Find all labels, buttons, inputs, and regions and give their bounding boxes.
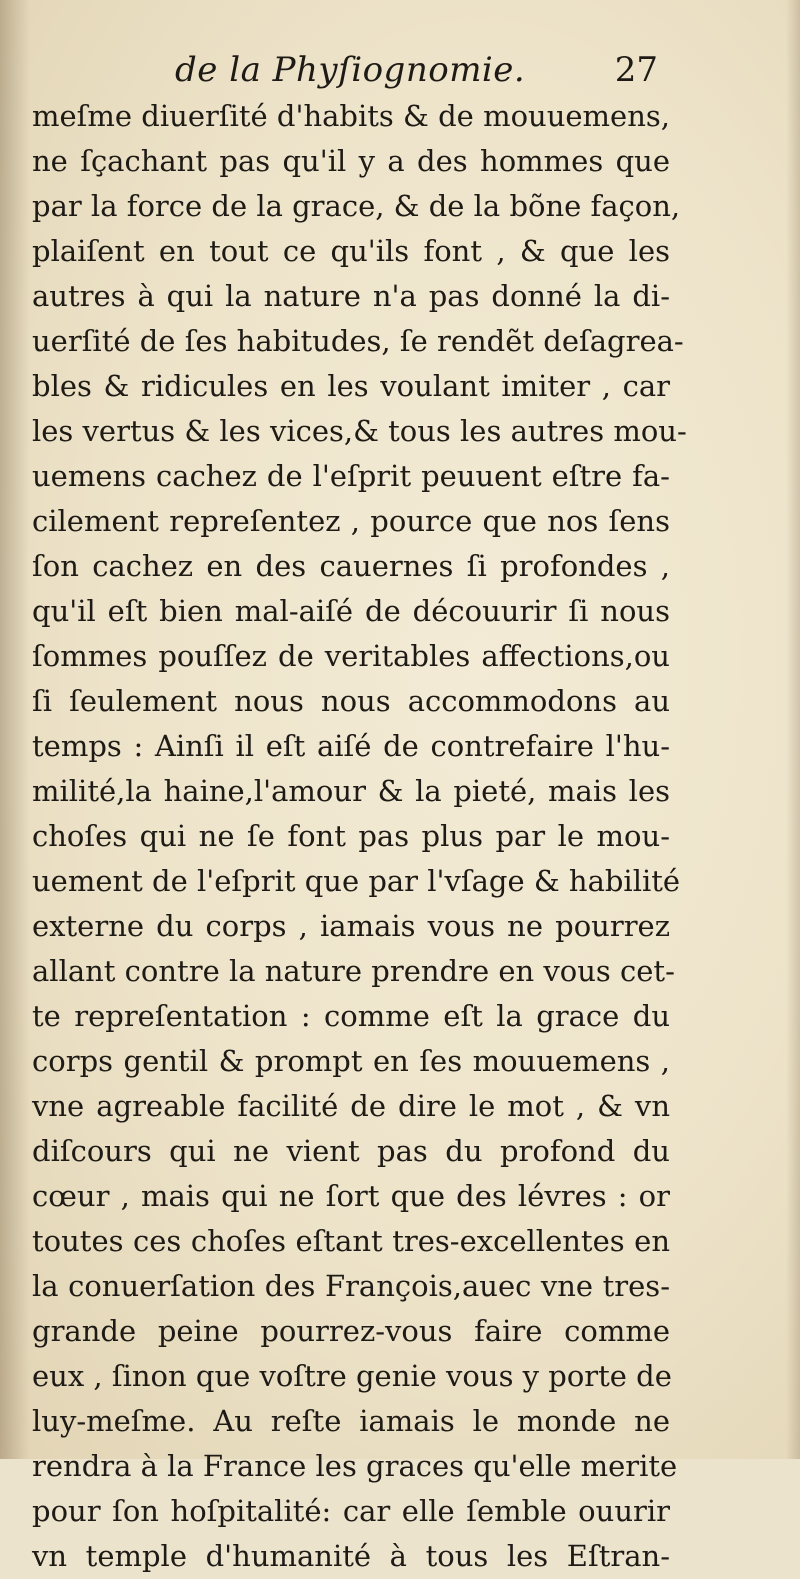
running-head: de la Phyſiognomie. <box>175 50 526 90</box>
text-line: grande peine pourrez-vous faire comme <box>32 1314 670 1348</box>
text-line: rendra à la France les graces qu'elle merite <box>32 1449 678 1483</box>
text-line: qu'il eſt bien mal-aiſé de découurir ſi nous <box>32 594 670 628</box>
text-line: par la force de la grace, & de la bõne façon, <box>32 189 681 223</box>
text-line: la conuerſation des François,auec vne tres- <box>32 1269 670 1303</box>
page-header <box>40 46 658 94</box>
text-line: autres à qui la nature n'a pas donné la di- <box>32 279 670 313</box>
text-line: pour ſon hoſpitalité: car elle ſemble ouurir <box>32 1494 670 1528</box>
text-line: choſes qui ne ſe font pas plus par le mou- <box>32 819 670 853</box>
text-line: les vertus & les vices,& tous les autres mou- <box>32 414 687 448</box>
text-line: diſcours qui ne vient pas du profond du <box>32 1134 670 1168</box>
text-line: ne ſçachant pas qu'il y a des hommes que <box>32 144 670 178</box>
text-line: ſon cachez en des cauernes ſi profondes , <box>32 549 670 583</box>
text-line: ſommes pouſſez de veritables affections,ou <box>32 639 670 673</box>
text-line: te repreſentation : comme eſt la grace du <box>32 999 670 1033</box>
text-line: uerſité de ſes habitudes, ſe rendẽt deſagrea- <box>32 324 684 358</box>
text-line: uemens cachez de l'eſprit peuuent eſtre fa- <box>32 459 670 493</box>
text-line: allant contre la nature prendre en vous cet- <box>32 954 675 988</box>
page-edge-shadow <box>786 0 800 1459</box>
text-line: milité,la haine,l'amour & la pieté, mais les <box>32 774 670 808</box>
text-line: externe du corps , iamais vous ne pourrez <box>32 909 670 943</box>
text-line: temps : Ainſi il eſt aiſé de contrefaire l'hu- <box>32 729 670 763</box>
text-line: vn temple d'humanité à tous les Eſtran- <box>32 1539 670 1573</box>
gutter-shadow <box>0 0 30 1459</box>
page-number: 27 <box>614 50 658 90</box>
text-line: toutes ces choſes eſtant tres-excellentes en <box>32 1224 670 1258</box>
text-line: vne agreable facilité de dire le mot , & vn <box>32 1089 670 1123</box>
text-line: uement de l'eſprit que par l'vſage & habilité <box>32 864 681 898</box>
text-line: plaiſent en tout ce qu'ils font , & que les <box>32 234 670 268</box>
text-line: cœur , mais qui ne ſort que des lévres : or <box>32 1179 670 1213</box>
text-line: corps gentil & prompt en ſes mouuemens , <box>32 1044 670 1078</box>
text-line: luy-meſme. Au reſte iamais le monde ne <box>32 1404 670 1438</box>
text-line: cilement repreſentez , pource que nos ſens <box>32 504 670 538</box>
text-line: ſi ſeulement nous nous accommodons au <box>32 684 670 718</box>
body-text <box>32 94 687 1579</box>
text-line: bles & ridicules en les voulant imiter , car <box>32 369 670 403</box>
text-line: eux , ſinon que voſtre genie vous y porte de <box>32 1359 672 1393</box>
text-line: meſme diuerſité d'habits & de mouuemens, <box>32 99 670 133</box>
